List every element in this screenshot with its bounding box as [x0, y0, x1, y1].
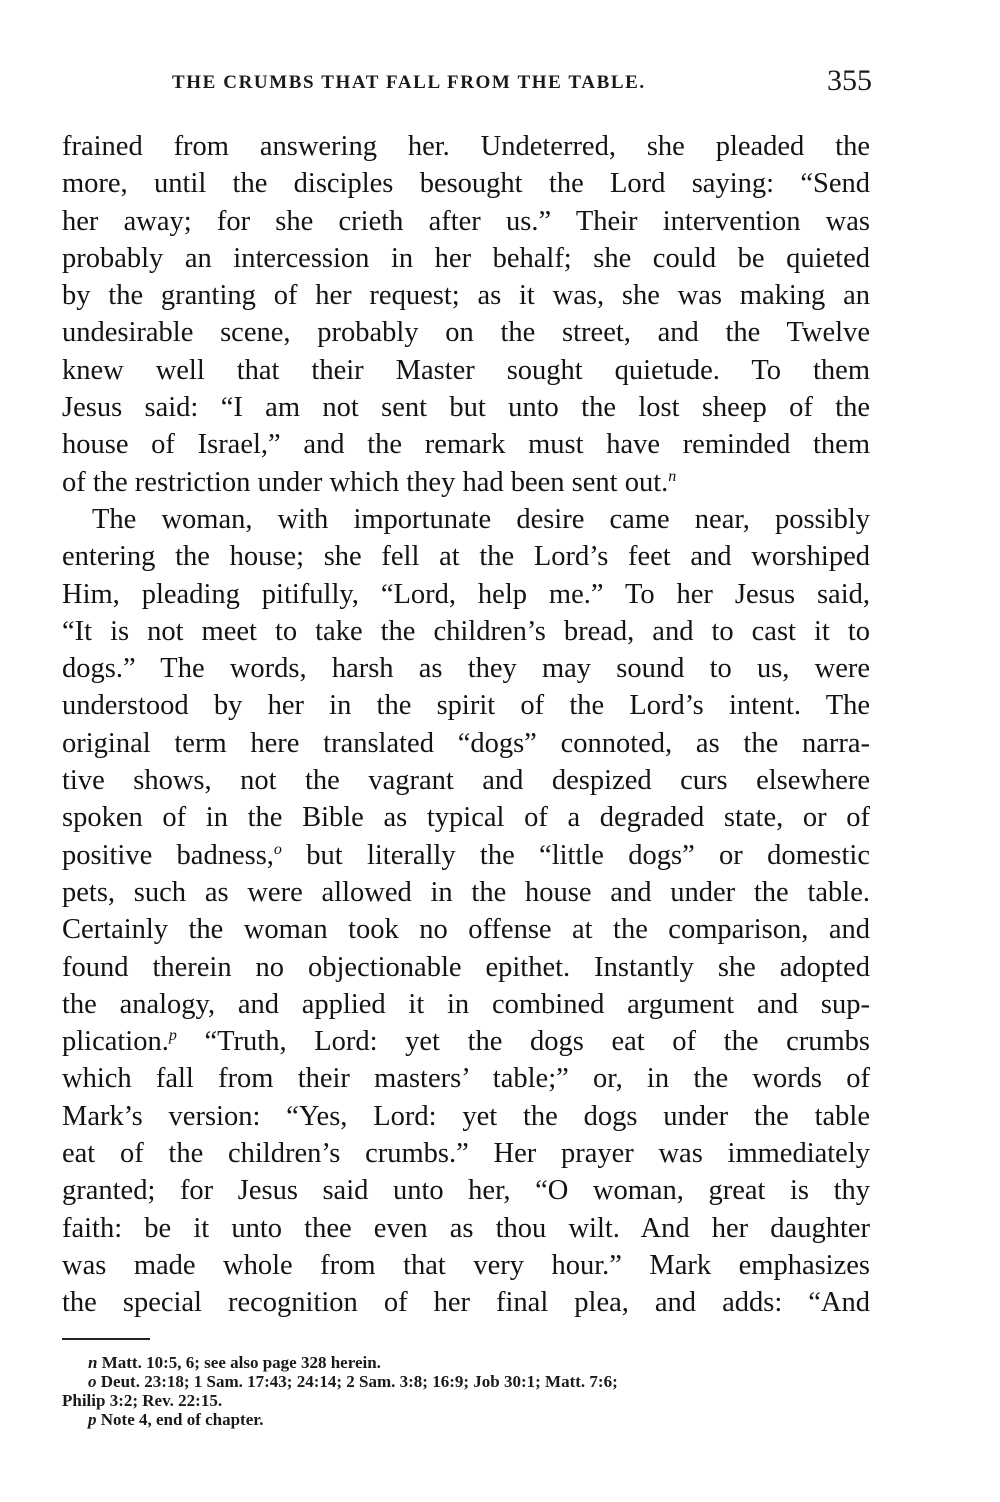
footnote-mark: n [88, 1353, 98, 1372]
text-line: understood by her in the spirit of the Lord’s intent. The [62, 690, 870, 722]
footnote-n [62, 1353, 872, 1372]
footnote-o [62, 1372, 872, 1391]
chapter-running-title: THE CRUMBS THAT FALL FROM THE TABLE. [172, 72, 646, 93]
footnote-p [62, 1410, 872, 1429]
footnote-text: Matt. 10:5, 6; see also page 328 herein. [97, 1353, 381, 1372]
footnote-ref-p: p [168, 1027, 177, 1045]
text-line: The woman, with importunate desire came near, possibly [92, 503, 870, 535]
running-head [150, 62, 872, 102]
text-line: Him, pleading pitifully, “Lord, help me.” To her Jesus said, [62, 578, 870, 610]
text-line: entering the house; she fell at the Lord’s feet and worshiped [62, 541, 870, 573]
text-line: undesirable scene, probably on the street, and the Twelve [62, 317, 870, 349]
text-line: knew well that their Master sought quietude. To them [62, 354, 870, 386]
text-line: the special recognition of her final plea, and adds: “And [62, 1287, 870, 1319]
text-line: was made whole from that very hour.” Mark emphasizes [62, 1249, 870, 1281]
text-line: granted; for Jesus said unto her, “O woman, great is thy [62, 1175, 870, 1207]
text-line: faith: be it unto thee even as thou wilt. And her daughter [62, 1212, 870, 1244]
text-line: Mark’s version: “Yes, Lord: yet the dogs under the table [62, 1100, 870, 1132]
footnote-text: Note 4, end of chapter. [96, 1410, 264, 1429]
text-line [62, 464, 870, 501]
text-line: frained from answering her. Undeterred, she pleaded the [62, 131, 870, 162]
text-line: the analogy, and applied it in combined argument and sup- [62, 988, 870, 1020]
text-line: pets, such as were allowed in the house and under the table. [62, 876, 870, 908]
text-line: probably an intercession in her behalf; she could be quieted [62, 242, 870, 274]
text-line: eat of the children’s crumbs.” Her prayer was immediately [62, 1138, 870, 1170]
text-line: Certainly the woman took no offense at the comparison, and [62, 914, 870, 946]
text-line: dogs.” The words, harsh as they may sound to us, were [62, 653, 870, 685]
text-line: original term here translated “dogs” connoted, as the narra- [62, 727, 870, 759]
text-line [62, 837, 870, 874]
text-line: Jesus said: “I am not sent but unto the lost sheep of the [62, 392, 870, 424]
text-line: house of Israel,” and the remark must have reminded them [62, 429, 870, 461]
page-number: 355 [827, 64, 872, 97]
text-line: found therein no objectionable epithet. Instantly she adopted [62, 951, 870, 983]
text-fragment: of the restriction under which they had been sent out. [62, 466, 669, 498]
text-fragment: plication. [62, 1026, 169, 1058]
footnote-mark: o [88, 1372, 97, 1391]
text-fragment: positive badness, [62, 839, 274, 871]
footnote-ref-n: n [668, 467, 677, 485]
text-line: by the granting of her request; as it was, she was making an [62, 280, 870, 312]
footnote-mark: p [88, 1410, 97, 1429]
body-text [62, 128, 870, 1322]
footnote-o-continued: Philip 3:2; Rev. 22:15. [62, 1391, 223, 1410]
text-line: more, until the disciples besought the Lord saying: “Send [62, 168, 870, 200]
text-fragment: but literally the “little dogs” or domestic [281, 839, 870, 871]
footnote-ref-o: o [273, 840, 282, 858]
text-line: which fall from their masters’ table;” or, in the words of [62, 1063, 870, 1095]
text-line: spoken of in the Bible as typical of a degraded state, or of [62, 802, 870, 834]
footnote-rule [62, 1338, 150, 1340]
text-line [62, 1023, 870, 1060]
text-fragment: “Truth, Lord: yet the dogs eat of the crumbs [176, 1026, 870, 1058]
text-line: “It is not meet to take the children’s bread, and to cast it to [62, 615, 870, 647]
text-line: her away; for she crieth after us.” Their intervention was [62, 205, 870, 237]
footnotes [62, 1353, 872, 1429]
text-line: tive shows, not the vagrant and despized curs elsewhere [62, 765, 870, 797]
footnote-text: Deut. 23:18; 1 Sam. 17:43; 24:14; 2 Sam. 3:8; 16:9; Job 30:1; Matt. 7:6; [96, 1372, 618, 1391]
